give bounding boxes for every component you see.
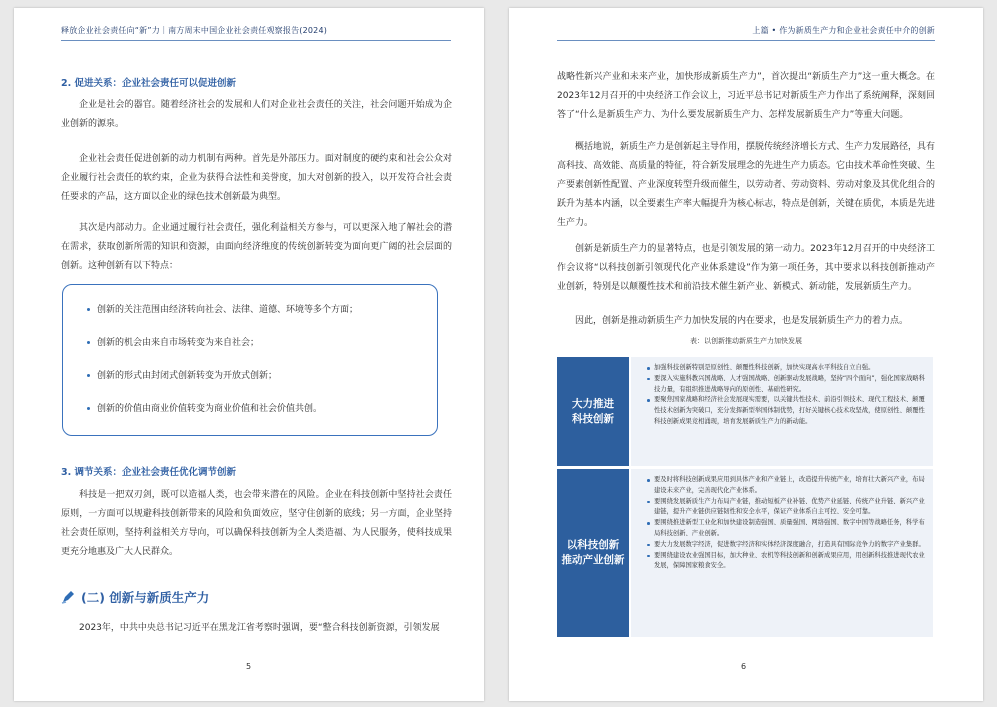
row-label: 大力推进 科技创新 bbox=[557, 357, 629, 466]
header-rule bbox=[557, 40, 935, 41]
row-label: 以科技创新 推动产业创新 bbox=[557, 469, 629, 637]
bullet-dot-icon bbox=[647, 555, 650, 558]
bullet-dot-icon bbox=[87, 341, 90, 344]
paragraph: 科技是一把双刃剑，既可以造福人类，也会带来潜在的风险。企业在科技创新中坚持社会责任原则，一方面可以规避科技创新带来的风险和负面效应，坚守住创新的底线；另一方面，企业坚持社会责任原则，坚持利益相关方导向，可以确保科技创新为全人类造福、为人民服务，使科技成果更充分地惠及广大人民群众。 bbox=[61, 490, 452, 557]
paragraph: 战略性新兴产业和未来产业，加快形成新质生产力”，首次提出“新质生产力”这一重大概念。在2023年12月召开的中央经济工作会议上，习近平总书记对新质生产力作出了系统阐释，深刻回答了“什么是新质生产力、为什么要发展新质生产力、怎样发展新质生产力”等重大问题。 bbox=[557, 72, 935, 120]
bullet-dot-icon bbox=[647, 367, 650, 370]
list-item: 要大力发展数字经济，促进数字经济和实体经济深度融合，打造具有国际竞争力的数字产业集群。 bbox=[647, 540, 925, 551]
header-rule bbox=[61, 40, 451, 41]
bullet-dot-icon bbox=[647, 501, 650, 504]
subsection-title-text: (二) 创新与新质生产力 bbox=[81, 590, 210, 605]
paragraph: 创新是新质生产力的显著特点，也是引领发展的第一动力。2023年12月召开的中央经济工作会议将“以科技创新引领现代化产业体系建设”作为第一项任务，其中要求以科技创新推动产业创新，特别是以颠覆性技术和前沿技术催生新产业、新模式、新动能，发展新质生产力。 bbox=[557, 244, 935, 292]
list-item: 创新的关注范围由经济转向社会、法律、道德、环境等多个方面； bbox=[87, 299, 437, 332]
list-item: 要围绕建设农业强国目标，加大种业、农机等科技创新和创新成果应用，用创新科技推进现代农业发展，保障国家粮食安全。 bbox=[647, 551, 925, 573]
list-item: 要围绕发展新质生产力布局产业链，推动短板产业补链、优势产业延链、传统产业升链、新兴产业建链，提升产业链供应链韧性和安全水平，保证产业体系自主可控、安全可靠。 bbox=[647, 497, 925, 519]
bullet-dot-icon bbox=[87, 407, 90, 410]
bullet-dot-icon bbox=[647, 522, 650, 525]
paragraph: 企业社会责任促进创新的动力机制有两种。首先是外部压力。面对制度的硬约束和社会公众对企业履行社会责任的软约束，企业为获得合法性和美誉度，加大对创新的投入，以开发符合社会责任要求的产品，这方面以企业的绿色技术创新最为典型。 bbox=[61, 154, 452, 202]
list-item: 创新的价值由商业价值转变为商业价值和社会价值共创。 bbox=[87, 398, 437, 431]
table-caption: 表：以创新推动新质生产力加快发展 bbox=[690, 337, 802, 345]
list-item: 要聚焦国家战略和经济社会发展现实需要，以关键共性技术、前沿引领技术、现代工程技术、颠覆性技术创新为突破口，充分发挥新型举国体制优势，打好关键核心技术攻坚战，使原创性、颠覆性科技创新成果竞相涌现，培育发展新质生产力的新动能。 bbox=[647, 395, 925, 427]
row-content bbox=[631, 357, 933, 466]
subsection-title bbox=[61, 588, 452, 606]
paragraph: 概括地说，新质生产力是创新起主导作用，摆脱传统经济增长方式、生产力发展路径，具有高科技、高效能、高质量的特征，符合新发展理念的先进生产力质态。它由技术革命性突破、生产要素创新性配置、产业深度转型升级而催生，以劳动者、劳动资料、劳动对象及其优化组合的跃升为基本内涵，以全要素生产率大幅提升为核心标志，特点是创新，关键在质优，本质是先进生产力。 bbox=[557, 142, 936, 228]
bullet-dot-icon bbox=[647, 399, 650, 402]
right-page bbox=[509, 8, 983, 701]
page-number: 5 bbox=[246, 662, 252, 671]
paragraph: 企业是社会的器官。随着经济社会的发展和人们对企业社会责任的关注，社会问题开始成为企业创新的源泉。 bbox=[61, 100, 452, 129]
list-item: 要深入实施科教兴国战略、人才强国战略、创新驱动发展战略，坚持“四个面向”，强化国家战略科技力量，有组织推进战略导向的原创性、基础性研究。 bbox=[647, 374, 925, 396]
list-item: 要围绕推进新型工业化和加快建设制造强国、质量强国、网络强国、数字中国等战略任务，科学布局科技创新、产业创新。 bbox=[647, 518, 925, 540]
bullet-dot-icon bbox=[647, 479, 650, 482]
paragraph: 2023年，中共中央总书记习近平在黑龙江省考察时强调，要“整合科技创新资源，引领发展 bbox=[79, 623, 440, 633]
page-number: 6 bbox=[741, 662, 747, 671]
paragraph: 其次是内部动力。企业通过履行社会责任，强化利益相关方参与，可以更深入地了解社会的潜在需求，获取创新所需的知识和资源，由面向经济维度的传统创新转变为面向更广阔的社会层面的创新。这种创新有以下特点： bbox=[61, 223, 452, 271]
bullet-dot-icon bbox=[87, 308, 90, 311]
feature-callout-box bbox=[62, 284, 438, 436]
bullet-dot-icon bbox=[647, 378, 650, 381]
list-item: 创新的机会由来自市场转变为来自社会； bbox=[87, 332, 437, 365]
list-item: 要及时将科技创新成果应用到具体产业和产业链上，改造提升传统产业，培育壮大新兴产业，布局建设未来产业，完善现代化产业体系。 bbox=[647, 475, 925, 497]
pen-icon bbox=[61, 590, 75, 604]
bullet-dot-icon bbox=[87, 374, 90, 377]
left-page bbox=[14, 8, 484, 701]
row-content bbox=[631, 469, 933, 637]
section-heading-promote: 2. 促进关系：企业社会责任可以促进创新 bbox=[61, 78, 237, 89]
running-header: 上篇 • 作为新质生产力和企业社会责任中介的创新 bbox=[752, 26, 935, 35]
section-heading-regulate: 3. 调节关系：企业社会责任优化调节创新 bbox=[61, 467, 237, 478]
running-header: 释放企业社会责任向“新”力｜南方周末中国企业社会责任观察报告(2024) bbox=[61, 26, 328, 35]
paragraph: 因此，创新是推动新质生产力加快发展的内在要求，也是发展新质生产力的着力点。 bbox=[575, 316, 909, 326]
table-row bbox=[557, 469, 933, 637]
bullet-dot-icon bbox=[647, 544, 650, 547]
table-row bbox=[557, 357, 933, 466]
list-item: 创新的形式由封闭式创新转变为开放式创新； bbox=[87, 365, 437, 398]
list-item: 加强科技创新特别是原创性、颠覆性科技创新，加快实现高水平科技自立自强。 bbox=[647, 363, 925, 374]
